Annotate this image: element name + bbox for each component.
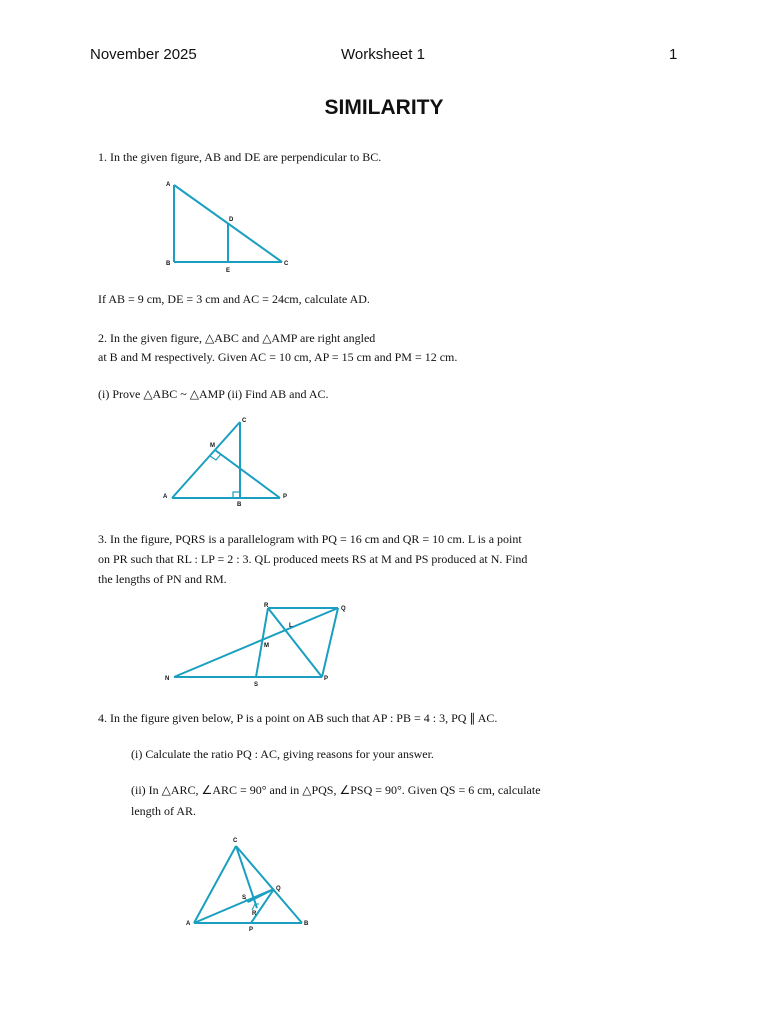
q4-part-1: (i) Calculate the ratio PQ : AC, giving reasons for your answer. xyxy=(131,747,434,761)
q2-label-b: B xyxy=(237,502,242,508)
q1-label-d: D xyxy=(229,217,234,223)
q3-label-n: N xyxy=(165,676,170,682)
q4-part-2-line1: (ii) In △ARC, ∠ARC = 90° and in △PQS, ∠PSQ = 90°. Given QS = 6 cm, calculate xyxy=(131,783,541,797)
header-page-number: 1 xyxy=(669,46,678,63)
q2-question: (i) Prove △ABC ~ △AMP (ii) Find AB and AC. xyxy=(98,387,329,401)
q4-part-2-line2: length of AR. xyxy=(131,804,196,818)
q4-label-b: B xyxy=(304,921,309,927)
q4-figure xyxy=(180,832,315,932)
q4-text: 4. In the figure given below, P is a point on AB such that AP : PB = 4 : 3, PQ ∥ AC. xyxy=(98,711,498,725)
q3-label-s: S xyxy=(254,682,259,688)
q2-label-c: C xyxy=(242,418,247,424)
q1-label-a: A xyxy=(166,182,171,188)
page-title: SIMILARITY xyxy=(324,96,444,119)
q4-label-r: R xyxy=(252,911,257,917)
q1-label-e: E xyxy=(226,268,231,274)
q2-figure xyxy=(160,414,295,506)
q2-text-line2: at B and M respectively. Given AC = 10 cm, AP = 15 cm and PM = 12 cm. xyxy=(98,350,458,364)
q3-text-line1: 3. In the figure, PQRS is a parallelogram with PQ = 16 cm and QR = 10 cm. L is a point xyxy=(98,532,522,546)
q2-text-line1: 2. In the given figure, △ABC and △AMP are right angled xyxy=(98,331,376,345)
q1-label-c: C xyxy=(284,261,289,267)
q2-segment-mp xyxy=(215,450,280,498)
q4-label-p: P xyxy=(249,927,254,933)
q3-label-q: Q xyxy=(341,606,346,612)
header-worksheet: Worksheet 1 xyxy=(341,46,425,63)
header-date: November 2025 xyxy=(90,46,197,63)
q3-figure xyxy=(160,600,360,692)
q3-label-l: L xyxy=(289,623,293,629)
q3-label-r: R xyxy=(264,603,269,609)
q3-label-p: P xyxy=(324,676,329,682)
q2-label-m: M xyxy=(210,443,215,449)
q1-figure xyxy=(160,178,300,276)
q1-text: 1. In the given figure, AB and DE are perpendicular to BC. xyxy=(98,150,382,164)
q4-label-c: C xyxy=(233,838,238,844)
q3-text-line2: on PR such that RL : LP = 2 : 3. QL produced meets RS at M and PS produced at N. Find xyxy=(98,552,528,566)
q4-label-s: S xyxy=(242,895,247,901)
q2-label-a: A xyxy=(163,494,168,500)
q3-text-line3: the lengths of PN and RM. xyxy=(98,572,227,586)
q4-label-q: Q xyxy=(276,886,281,892)
q1-question: If AB = 9 cm, DE = 3 cm and AC = 24cm, calculate AD. xyxy=(98,292,370,306)
q4-side-cb xyxy=(236,846,302,923)
q4-side-ac xyxy=(194,846,236,923)
q3-label-m: M xyxy=(264,643,269,649)
q1-label-b: B xyxy=(166,261,171,267)
q4-label-a: A xyxy=(186,921,191,927)
q3-side-qp xyxy=(322,608,338,677)
q2-label-p: P xyxy=(283,494,288,500)
